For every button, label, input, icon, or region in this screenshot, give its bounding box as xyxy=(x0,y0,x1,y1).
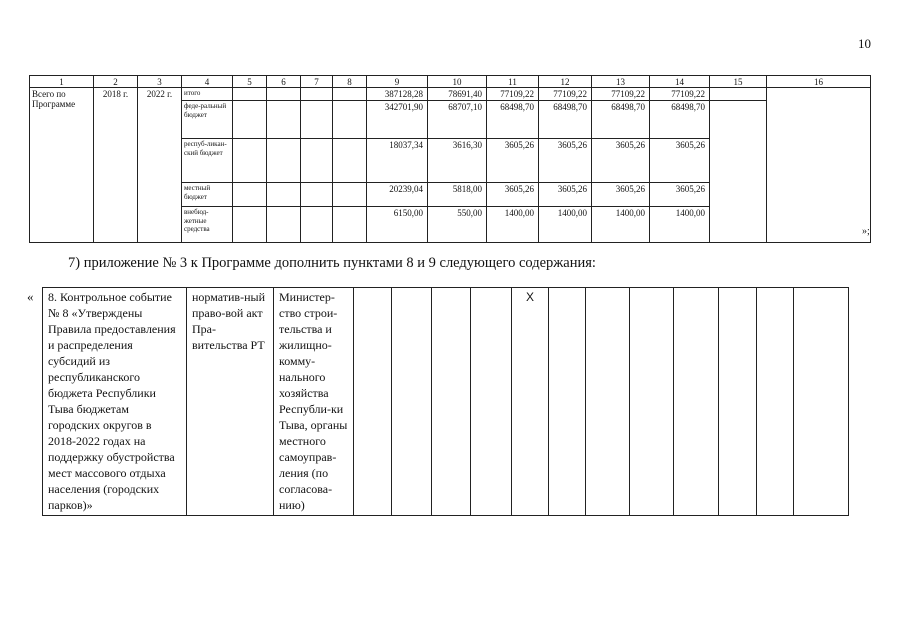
empty-cell xyxy=(710,101,767,243)
event-table xyxy=(42,287,849,516)
finance-header-row xyxy=(30,76,871,88)
empty-cell xyxy=(767,88,871,243)
value-cell: 20239,04 xyxy=(367,183,428,207)
opening-quote: « xyxy=(27,289,34,304)
row-label: респуб-ликан-ский бюджет xyxy=(182,139,233,183)
empty-cell xyxy=(233,101,267,139)
empty-cell xyxy=(233,88,267,101)
value-cell: 1400,00 xyxy=(487,207,539,243)
empty-cell xyxy=(757,288,794,516)
empty-cell xyxy=(794,288,849,516)
header-cell: 10 xyxy=(428,76,487,88)
value-cell: 6150,00 xyxy=(367,207,428,243)
table-closing-mark: »; xyxy=(862,226,870,237)
header-cell: 1 xyxy=(30,76,94,88)
empty-cell xyxy=(233,207,267,243)
page-number: 10 xyxy=(858,36,871,51)
row-label: итого xyxy=(182,88,233,101)
empty-cell xyxy=(267,139,301,183)
empty-cell xyxy=(267,88,301,101)
value-cell: 3605,26 xyxy=(650,183,710,207)
program-label: Всего по Программе xyxy=(30,88,94,243)
value-cell: 68707,10 xyxy=(428,101,487,139)
value-cell: 3605,26 xyxy=(539,183,592,207)
empty-cell xyxy=(233,139,267,183)
header-cell: 15 xyxy=(710,76,767,88)
value-cell: 1400,00 xyxy=(539,207,592,243)
empty-cell xyxy=(301,88,333,101)
empty-cell xyxy=(333,88,367,101)
value-cell: 3616,30 xyxy=(428,139,487,183)
header-cell: 4 xyxy=(182,76,233,88)
header-cell: 2 xyxy=(94,76,138,88)
value-cell: 78691,40 xyxy=(428,88,487,101)
table-row xyxy=(30,88,871,101)
empty-cell xyxy=(333,101,367,139)
header-cell: 9 xyxy=(367,76,428,88)
document-type: норматив-ный право-вой акт Пра-вительства РТ xyxy=(187,288,274,516)
responsible-executor: Министер-ство строи-тельства и жилищно-комму-нального хозяйства Республи-ки Тыва, органы местного самоуправ-ления (по согласова-нию) xyxy=(274,288,354,516)
empty-cell xyxy=(301,183,333,207)
empty-cell xyxy=(432,288,471,516)
header-cell: 7 xyxy=(301,76,333,88)
year-start: 2018 г. xyxy=(94,88,138,243)
empty-cell xyxy=(710,88,767,101)
row-label: местный бюджет xyxy=(182,183,233,207)
value-cell: 3605,26 xyxy=(539,139,592,183)
section-heading: 7) приложение № 3 к Программе дополнить пунктами 8 и 9 следующего содержания: xyxy=(68,255,596,271)
empty-cell xyxy=(233,183,267,207)
value-cell: 5818,00 xyxy=(428,183,487,207)
header-cell: 16 xyxy=(767,76,871,88)
value-cell: 68498,70 xyxy=(592,101,650,139)
value-cell: 18037,34 xyxy=(367,139,428,183)
value-cell: 3605,26 xyxy=(592,139,650,183)
empty-cell xyxy=(301,139,333,183)
empty-cell xyxy=(333,183,367,207)
value-cell: 3605,26 xyxy=(487,139,539,183)
value-cell: 68498,70 xyxy=(487,101,539,139)
event-description: 8. Контрольное событие № 8 «Утверждены Правила предоставления и распределения субсидий из республиканского бюджета Республики Тыва бюджетам городских округов в 2018-2022 годах на поддержку обустройства мест массового отдыха населения (городских парков)» xyxy=(43,288,187,516)
finance-table xyxy=(29,75,871,243)
empty-cell xyxy=(674,288,719,516)
table-row xyxy=(43,288,849,516)
value-cell: 68498,70 xyxy=(650,101,710,139)
value-cell: 3605,26 xyxy=(592,183,650,207)
empty-cell xyxy=(549,288,586,516)
header-cell: 5 xyxy=(233,76,267,88)
value-cell: 77109,22 xyxy=(650,88,710,101)
value-cell: 1400,00 xyxy=(650,207,710,243)
header-cell: 13 xyxy=(592,76,650,88)
header-cell: 12 xyxy=(539,76,592,88)
empty-cell xyxy=(267,207,301,243)
header-cell: 11 xyxy=(487,76,539,88)
value-cell: 3605,26 xyxy=(650,139,710,183)
row-label: внебюд-жетные средства xyxy=(182,207,233,243)
empty-cell xyxy=(630,288,674,516)
value-cell: 550,00 xyxy=(428,207,487,243)
empty-cell xyxy=(471,288,512,516)
empty-cell xyxy=(267,183,301,207)
header-cell: 3 xyxy=(138,76,182,88)
header-cell: 8 xyxy=(333,76,367,88)
value-cell: 3605,26 xyxy=(487,183,539,207)
value-cell: 77109,22 xyxy=(487,88,539,101)
empty-cell xyxy=(354,288,392,516)
empty-cell xyxy=(392,288,432,516)
value-cell: 1400,00 xyxy=(592,207,650,243)
year-end: 2022 г. xyxy=(138,88,182,243)
empty-cell xyxy=(301,101,333,139)
value-cell: 77109,22 xyxy=(592,88,650,101)
empty-cell xyxy=(719,288,757,516)
row-label: феде-ральный бюджет xyxy=(182,101,233,139)
header-cell: 6 xyxy=(267,76,301,88)
value-cell: 77109,22 xyxy=(539,88,592,101)
empty-cell xyxy=(586,288,630,516)
header-cell: 14 xyxy=(650,76,710,88)
empty-cell xyxy=(333,139,367,183)
value-cell: 68498,70 xyxy=(539,101,592,139)
value-cell: 342701,90 xyxy=(367,101,428,139)
value-cell: 387128,28 xyxy=(367,88,428,101)
empty-cell xyxy=(301,207,333,243)
x-mark-cell: X xyxy=(512,288,549,516)
empty-cell xyxy=(333,207,367,243)
empty-cell xyxy=(267,101,301,139)
